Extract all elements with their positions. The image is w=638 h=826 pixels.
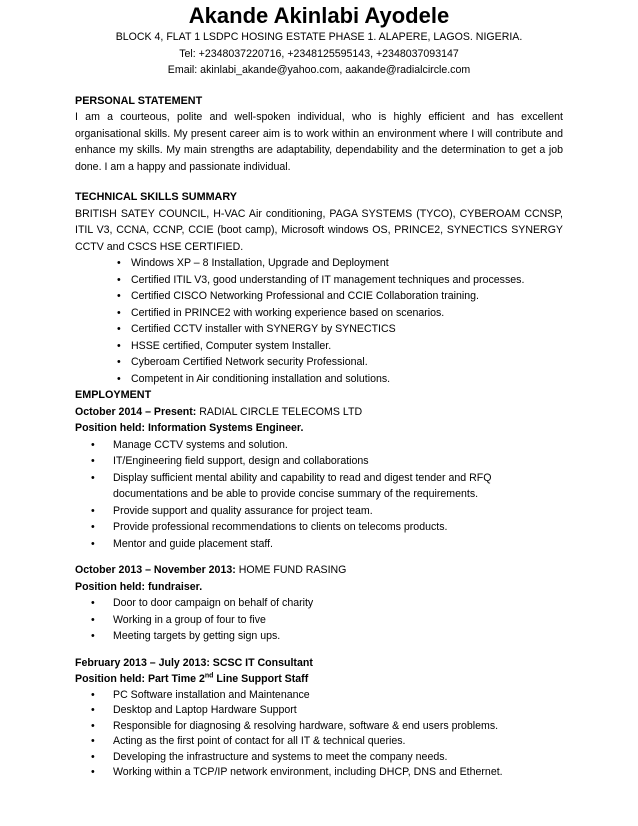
list-item: • Developing the infrastructure and systems to meet the company needs. [75, 750, 563, 766]
candidate-name: Akande Akinlabi Ayodele [188, 3, 450, 28]
list-item: • Competent in Air conditioning installation and solutions. [75, 371, 563, 388]
list-item: • PC Software installation and Maintenance [75, 688, 563, 704]
skills-list [75, 255, 563, 387]
list-item: • Provide support and quality assurance for project team. [75, 503, 563, 520]
position-superscript: nd [204, 672, 214, 680]
job-employer: RADIAL CIRCLE TELECOMS LTD [196, 405, 363, 418]
job-employer: HOME FUND RASING [235, 564, 347, 576]
list-item: • Working in a group of four to five [75, 612, 563, 629]
list-item: • Acting as the first point of contact for all IT & technical queries. [75, 734, 563, 750]
personal-statement-text: I am a courteous, polite and well-spoken individual, who is highly efficient and has excellent organisational skills. My present career aim is to work within an environment where I will contribute and enhance my skills. My main strengths are adaptability, dependability and the determination to get a job done. I am a happy and passionate individual. [75, 111, 563, 173]
list-item: • Working within a TCP/IP network environment, including DHCP, DNS and Ethernet. [75, 765, 563, 781]
list-item: • Meeting targets by getting sign ups. [75, 628, 563, 645]
technical-skills-text: BRITISH SATEY COUNCIL, H-VAC Air conditioning, PAGA SYSTEMS (TYCO), CYBEROAM CCNSP, ITIL V3, CCNA, CCNP, CCIE (boot camp), Microsoft windows OS, PRINCE2, SYNECTICS SYNERGY CCTV and CSCS HSE CERTIFIED. [75, 207, 563, 253]
job-period [75, 562, 563, 579]
duties-list [75, 437, 563, 553]
list-item: • HSSE certified, Computer system Installer. [75, 338, 563, 355]
list-item: • Certified CISCO Networking Professional and CCIE Collaboration training. [75, 288, 563, 305]
duties-list [75, 595, 563, 645]
list-item: • Door to door campaign on behalf of charity [75, 595, 563, 612]
list-item: • Display sufficient mental ability and capability to read and digest tender and RFQ documentations and be able to provide concise summary of the requirements. [75, 470, 563, 503]
job-dates: October 2013 – November 2013: [75, 564, 236, 576]
list-item: • IT/Engineering field support, design and collaborations [75, 453, 563, 470]
technical-skills-heading: TECHNICAL SKILLS SUMMARY [75, 191, 237, 203]
list-item: • Cyberoam Certified Network security Professional. [75, 354, 563, 371]
employment-heading: EMPLOYMENT [75, 389, 152, 401]
position-suffix: Line Support Staff [213, 673, 309, 685]
job-dates: October 2014 – Present: [75, 405, 197, 418]
job-position: Position held: fundraiser. [75, 580, 203, 593]
phone-line: Tel: +2348037220716, +2348125595143, +2348037093147 [179, 47, 459, 60]
list-item: • Manage CCTV systems and solution. [75, 437, 563, 454]
job-period: February 2013 – July 2013: SCSC IT Consultant [75, 656, 313, 669]
address-line: BLOCK 4, FLAT 1 LSDPC HOSING ESTATE PHASE 1. ALAPERE, LAGOS. NIGERIA. [115, 31, 523, 43]
list-item: • Mentor and guide placement staff. [75, 536, 563, 553]
job-position [75, 671, 563, 688]
job-period [75, 404, 563, 421]
job-position: Position held: Information Systems Engineer. [75, 422, 304, 434]
list-item: • Windows XP – 8 Installation, Upgrade and Deployment [75, 255, 563, 272]
duties-list [75, 688, 563, 781]
list-item: • Certified CCTV installer with SYNERGY by SYNECTICS [75, 321, 563, 338]
list-item: • Responsible for diagnosing & resolving hardware, software & end users problems. [75, 719, 563, 735]
list-item: • Certified in PRINCE2 with working experience based on scenarios. [75, 305, 563, 322]
list-item: • Provide professional recommendations to clients on telecoms products. [75, 519, 563, 536]
list-item: • Desktop and Laptop Hardware Support [75, 703, 563, 719]
personal-statement-heading: PERSONAL STATEMENT [75, 94, 203, 107]
email-line: Email: akinlabi_akande@yahoo.com, aakande@radialcircle.com [167, 64, 471, 76]
list-item: • Certified ITIL V3, good understanding of IT management techniques and processes. [75, 272, 563, 289]
position-prefix: Position held: Part Time 2 [75, 673, 205, 685]
